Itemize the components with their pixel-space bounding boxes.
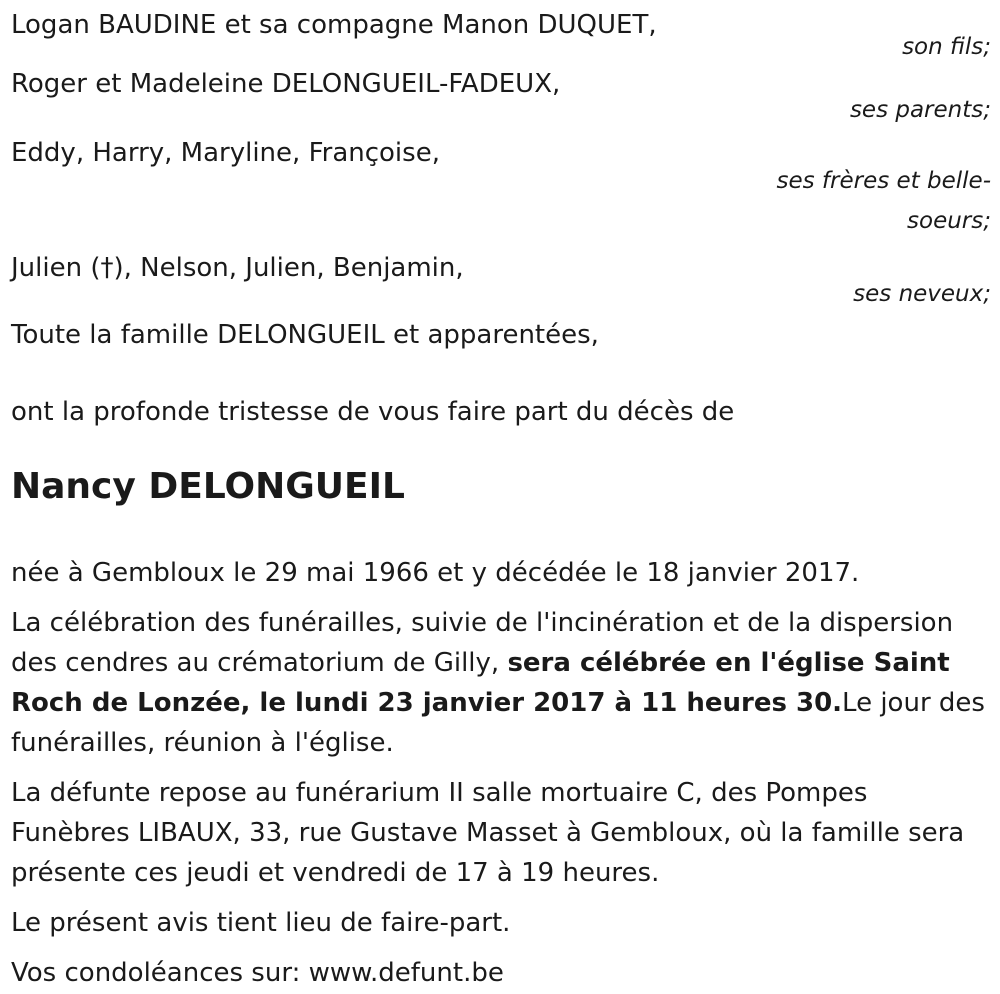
repose-info: La défunte repose au funérarium II salle mortuaire C, des Pompes Funèbres LIBAUX, 33, rue Gustave Masset à Gembloux, où la famille sera présente ces jeudi et vendredi de 17 à 19 heures. xyxy=(11,777,965,888)
family-name: Roger et Madeleine DELONGUEIL-FADEUX, xyxy=(11,69,561,99)
family-role-line: soeurs; xyxy=(907,208,991,234)
ceremony-text: La célébration des funérailles, suivie de l'incinération et de la dispersion des cendres au crématorium de Gilly, xyxy=(11,607,954,678)
family-role xyxy=(11,161,991,241)
announcement-intro: ont la profonde tristesse de vous faire part du décès de xyxy=(11,397,735,427)
family-role: ses neveux; xyxy=(853,281,991,307)
obituary-notice xyxy=(11,0,991,993)
ceremony-info xyxy=(11,603,991,763)
family-entry-siblings xyxy=(11,134,991,241)
condolences-link[interactable]: Vos condoléances sur: www.defunt.be xyxy=(11,957,504,988)
family-name: Julien (†), Nelson, Julien, Benjamin, xyxy=(11,253,464,283)
family-entry-son xyxy=(11,6,991,67)
family-role-line: ses frères et belle- xyxy=(776,168,991,194)
family-closing: Toute la famille DELONGUEIL et apparentées, xyxy=(11,320,599,350)
family-entry-nephews xyxy=(11,249,991,314)
ceremony-details: sera célébrée en l'église Saint Roch de Lonzée, le lundi 23 janvier 2017 à 11 heures 30. xyxy=(11,647,950,718)
deceased-name: Nancy DELONGUEIL xyxy=(11,466,405,507)
family-role: ses parents; xyxy=(849,97,991,123)
ceremony-meeting: Le jour des funérailles, réunion à l'église. xyxy=(11,687,985,758)
family-name: Eddy, Harry, Maryline, Françoise, xyxy=(11,138,440,168)
notice-text: Le présent avis tient lieu de faire-part. xyxy=(11,907,511,938)
birth-death-info: née à Gembloux le 29 mai 1966 et y décédée le 18 janvier 2017. xyxy=(11,557,860,588)
family-name: Logan BAUDINE et sa compagne Manon DUQUET, xyxy=(11,10,657,40)
family-entry-parents xyxy=(11,65,991,130)
family-role: son fils; xyxy=(902,34,991,60)
